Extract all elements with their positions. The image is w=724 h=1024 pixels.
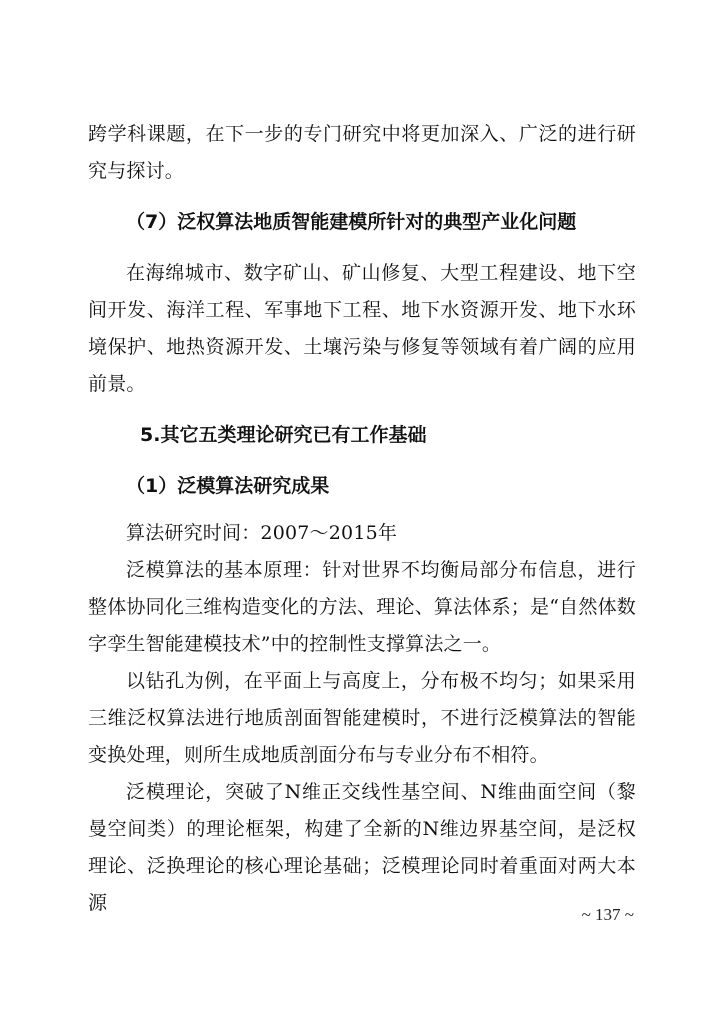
- paragraph-example: 以钻孔为例，在平面上与高度上，分布极不均匀；如果采用三维泛权算法进行地质剖面智能建模时，不进行泛模算法的智能变换处理，则所生成地质剖面分布与专业分布不相符。: [88, 670, 636, 766]
- paragraph-principle: 泛模算法的基本原理：针对世界不均衡局部分布信息，进行整体协同化三维构造变化的方法、理论、算法体系；是“自然体数字孪生智能建模技术”中的控制性支撑算法之一。: [88, 559, 636, 655]
- heading-subsection-1: （1）泛模算法研究成果: [126, 475, 330, 497]
- paragraph-applications: 在海绵城市、数字矿山、矿山修复、大型工程建设、地下空间开发、海洋工程、军事地下工程、地下水资源开发、地下水环境保护、地热资源开发、土壤污染与修复等领域有着广阔的应用前景。: [88, 262, 636, 395]
- heading-section-5: 5.其它五类理论研究已有工作基础: [140, 424, 427, 446]
- paragraph-research-time: 算法研究时间：2007～2015年: [126, 522, 398, 544]
- document-body: [88, 116, 636, 922]
- heading-section-7: （7）泛权算法地质智能建模所针对的典型产业化问题: [126, 211, 577, 233]
- page-number: ~ 137 ~: [581, 905, 634, 924]
- paragraph-theory: 泛模理论，突破了N维正交线性基空间、N维曲面空间（黎曼空间类）的理论框架，构建了全新的N维边界基空间，是泛权理论、泛换理论的核心理论基础；泛模理论同时着重面对两大本源: [88, 781, 636, 914]
- paragraph-intro: 跨学科课题，在下一步的专门研究中将更加深入、广泛的进行研究与探讨。: [88, 123, 636, 182]
